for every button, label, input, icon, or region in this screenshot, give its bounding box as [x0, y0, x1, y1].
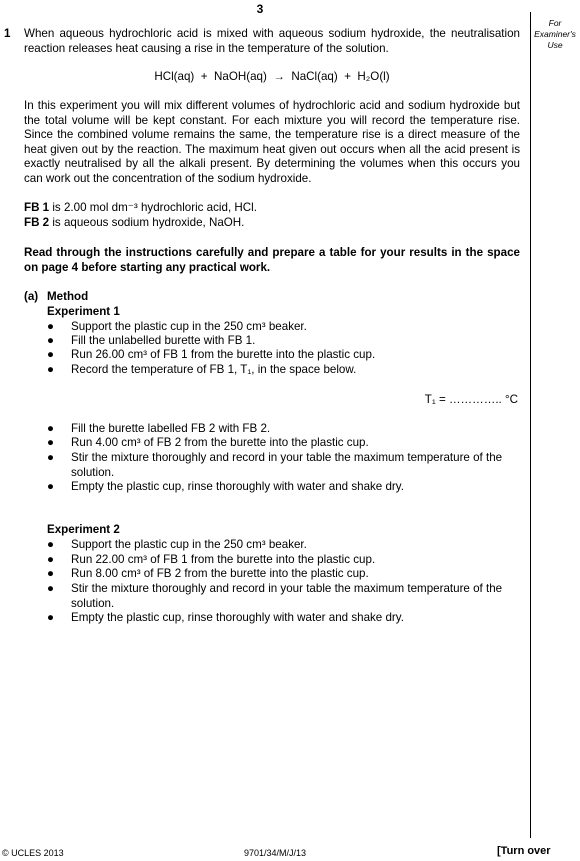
- question-number: 1: [4, 27, 11, 40]
- bullet-icon: ●: [47, 436, 55, 449]
- bullet-icon: ●: [47, 363, 55, 376]
- equation-nacl: NaCl(aq): [291, 70, 338, 83]
- step-text: Run 8.00 cm³ of FB 2 from the burette into the plastic cup.: [71, 567, 369, 580]
- fb2-definition: [24, 216, 520, 231]
- equation-hcl: HCl(aq): [154, 70, 195, 83]
- fb1-label: FB 1: [24, 201, 50, 214]
- examiner-margin-line: [530, 12, 531, 838]
- instruction-text: Read through the instructions carefully and prepare a table for your results in the space on page 4 before starting any practical work.: [24, 246, 520, 274]
- equation-plus: +: [344, 70, 351, 83]
- equation-naoh: NaOH(aq): [214, 70, 267, 83]
- bullet-icon: ●: [47, 582, 55, 595]
- part-a-label: (a): [24, 290, 39, 303]
- bullet-icon: ●: [47, 611, 55, 624]
- copyright: © UCLES 2013: [2, 848, 64, 858]
- step-text: Empty the plastic cup, rinse thoroughly with water and shake dry.: [71, 480, 404, 493]
- t1-answer-line: T₁ = ………….. °C: [424, 393, 518, 406]
- bullet-icon: ●: [47, 320, 55, 333]
- step-text: Empty the plastic cup, rinse thoroughly with water and shake dry.: [71, 611, 404, 624]
- fb2-label: FB 2: [24, 216, 50, 229]
- experiment2-title: Experiment 2: [47, 523, 120, 536]
- equation-plus: +: [200, 70, 208, 83]
- step-text: Stir the mixture thoroughly and record in your table the maximum temperature of the solution.: [71, 582, 503, 610]
- step-text: Fill the unlabelled burette with FB 1.: [71, 334, 256, 347]
- bullet-icon: ●: [47, 553, 55, 566]
- step-text: Stir the mixture thoroughly and record in your table the maximum temperature of the solution.: [71, 451, 503, 479]
- equation-water: H₂O(l): [357, 70, 390, 83]
- part-a-title: Method: [47, 290, 89, 303]
- paper-code: 9701/34/M/J/13: [244, 848, 307, 858]
- step-text: Support the plastic cup in the 250 cm³ beaker.: [71, 320, 307, 333]
- examiner-use-label: For Examiner's Use: [534, 18, 576, 50]
- fb2-text: is aqueous sodium hydroxide, NaOH.: [52, 216, 245, 229]
- step-text: Support the plastic cup in the 250 cm³ beaker.: [71, 538, 307, 551]
- step-text: Fill the burette labelled FB 2 with FB 2.: [71, 422, 271, 435]
- page-number: 3: [256, 2, 264, 16]
- step-text: Run 26.00 cm³ of FB 1 from the burette into the plastic cup.: [71, 348, 376, 361]
- step-text: Run 22.00 cm³ of FB 1 from the burette into the plastic cup.: [71, 553, 376, 566]
- bullet-icon: ●: [47, 538, 55, 551]
- bullet-icon: ●: [47, 567, 55, 580]
- method-paragraph: In this experiment you will mix different volumes of hydrochloric acid and sodium hydroxide but the total volume will be kept constant. For each mixture you will record the temperature rise. Since the combined volume remains the same, the temperature rise is a direct measure of the heat given out by the reaction. The maximum heat given out occurs when all the acid present is exactly neutralised by all the alkali present. By determining the volumes when this occurs you can work out the concentration of the sodium hydroxide.: [24, 99, 520, 185]
- turn-over: [Turn over: [497, 845, 551, 857]
- bullet-icon: ●: [47, 451, 55, 464]
- bullet-icon: ●: [47, 334, 55, 347]
- bullet-icon: ●: [47, 348, 55, 361]
- experiment1-title: Experiment 1: [47, 305, 120, 318]
- fb1-definition: [24, 201, 520, 216]
- reaction-equation: [24, 70, 520, 85]
- bullet-icon: ●: [47, 422, 55, 435]
- fb1-text: is 2.00 mol dm⁻³ hydrochloric acid, HCl.: [52, 201, 257, 214]
- step-text: Run 4.00 cm³ of FB 2 from the burette into the plastic cup.: [71, 436, 369, 449]
- step-text: Record the temperature of FB 1, T₁, in the space below.: [71, 363, 357, 376]
- intro-text: When aqueous hydrochloric acid is mixed with aqueous sodium hydroxide, the neutralisation reaction releases heat causing a rise in the temperature of the solution.: [24, 27, 520, 55]
- equation-arrow: →: [273, 70, 285, 83]
- bullet-icon: ●: [47, 480, 55, 493]
